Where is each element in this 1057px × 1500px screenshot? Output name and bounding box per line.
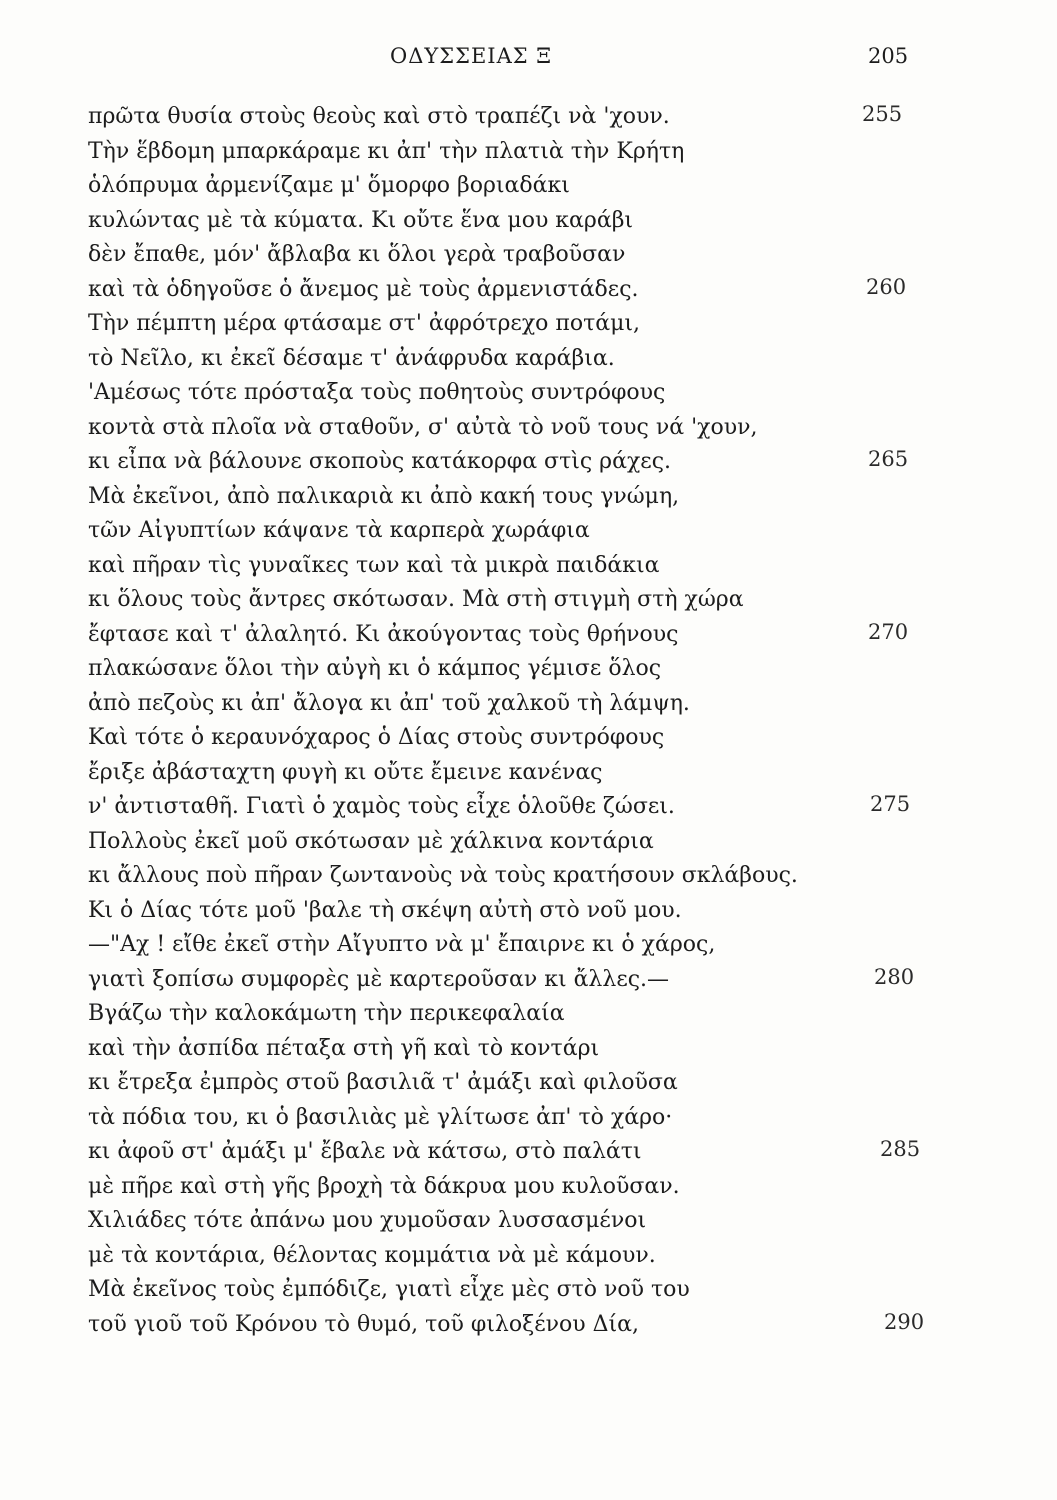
verse-line: κυλώντας μὲ τὰ κύματα. Κι οὔτε ἕνα μου καράβι: [88, 207, 634, 233]
running-head: ΟΔΥΣΣΕΙΑΣ Ξ: [390, 44, 553, 68]
line-number: 260: [866, 274, 907, 299]
verse-line: Τὴν πέμπτη μέρα φτάσαμε στ' ἀφρότρεχο ποτάμι,: [88, 311, 641, 336]
line-number: 270: [868, 619, 909, 644]
verse-line: ἀπὸ πεζοὺς κι ἀπ' ἄλογα κι ἀπ' τοῦ χαλκοῦ τὴ λάμψη.: [88, 690, 690, 716]
verse-line: Μὰ ἐκεῖνοι, ἀπὸ παλικαριὰ κι ἀπὸ κακή τους γνώμη,: [88, 483, 680, 509]
verse-line: ἔριξε ἀβάσταχτη φυγὴ κι οὔτε ἔμεινε κανένας: [88, 759, 603, 785]
verse-line: τὰ πόδια του, κι ὁ βασιλιὰς μὲ γλίτωσε ἀπ' τὸ χάρο·: [88, 1104, 673, 1130]
verse-line: τοῦ γιοῦ τοῦ Κρόνου τὸ θυμό, τοῦ φιλοξένου Δία,: [88, 1311, 639, 1337]
line-number: 275: [870, 792, 911, 816]
verse-line: κι ἀφοῦ στ' ἀμάξι μ' ἔβαλε νὰ κάτσω, στὸ παλάτι: [88, 1139, 642, 1164]
verse-line: Πολλοὺς ἐκεῖ μοῦ σκότωσαν μὲ χάλκινα κοντάρια: [88, 828, 654, 854]
verse-line: κι ἄλλους ποὺ πῆραν ζωντανοὺς νὰ τοὺς κρατήσουν σκλάβους.: [88, 863, 798, 888]
verse-line: ν' ἀντισταθῆ. Γιατὶ ὁ χαμὸς τοὺς εἶχε ὁλοῦθε ζώσει.: [88, 794, 675, 819]
verse-line: κι εἶπα νὰ βάλουνε σκοποὺς κατάκορφα στὶς ράχες.: [88, 449, 672, 474]
verse-line: καὶ τὰ ὁδηγοῦσε ὁ ἄνεμος μὲ τοὺς ἀρμενιστάδες.: [88, 276, 639, 302]
verse-line: κοντὰ στὰ πλοῖα νὰ σταθοῦν, σ' αὐτὰ τὸ νοῦ τους νά 'χουν,: [88, 414, 758, 440]
verse-line: ἔφτασε καὶ τ' ἀλαλητό. Κι ἀκούγοντας τοὺς θρήνους: [88, 621, 679, 647]
verse-line: Χιλιάδες τότε ἀπάνω μου χυμοῦσαν λυσσασμένοι: [88, 1208, 647, 1233]
verse-line: πλακώσανε ὅλοι τὴν αὐγὴ κι ὁ κάμπος γέμισε ὅλος: [88, 656, 662, 681]
verse-line: τὸ Νεῖλο, κι ἐκεῖ δέσαμε τ' ἀνάφρυδα καράβια.: [88, 345, 615, 371]
verse-line: τῶν Αἰγυπτίων κάψανε τὰ καρπερὰ χωράφια: [88, 518, 590, 543]
line-number: 255: [862, 102, 903, 126]
verse-line: Μὰ ἐκεῖνος τοὺς ἐμπόδιζε, γιατὶ εἶχε μὲς στὸ νοῦ του: [88, 1277, 690, 1302]
verse-line: κι ὅλους τοὺς ἄντρες σκότωσαν. Μὰ στὴ στιγμὴ στὴ χώρα: [88, 587, 744, 612]
verse-line: δὲν ἔπαθε, μόν' ἄβλαβα κι ὅλοι γερὰ τραβοῦσαν: [88, 242, 626, 267]
line-number: 285: [880, 1137, 921, 1161]
verse-line: πρῶτα θυσία στοὺς θεοὺς καὶ στὸ τραπέζι νὰ 'χουν.: [88, 104, 670, 129]
verse-line: γιατὶ ξοπίσω συμφορὲς μὲ καρτεροῦσαν κι ἄλλες.—: [88, 966, 670, 992]
page-number: 205: [868, 44, 909, 68]
line-number: 280: [874, 964, 915, 989]
verse-line: Βγάζω τὴν καλοκάμωτη τὴν περικεφαλαία: [88, 1001, 565, 1026]
verse-line: 'Αμέσως τότε πρόσταξα τοὺς ποθητοὺς συντρόφους: [88, 380, 666, 405]
verse-line: —"Αχ ! εἴθε ἐκεῖ στὴν Αἴγυπτο νὰ μ' ἔπαιρνε κι ὁ χάρος,: [88, 932, 716, 957]
verse-line: Καὶ τότε ὁ κεραυνόχαρος ὁ Δίας στοὺς συντρόφους: [88, 725, 665, 750]
verse-line: ὁλόπρυμα ἀρμενίζαμε μ' ὅμορφο βοριαδάκι: [88, 173, 570, 198]
line-number: 265: [868, 447, 909, 471]
verse-line: κι ἔτρεξα ἐμπρὸς στοῦ βασιλιᾶ τ' ἀμάξι καὶ φιλοῦσα: [88, 1070, 678, 1095]
verse-line: καὶ πῆραν τὶς γυναῖκες των καὶ τὰ μικρὰ παιδάκια: [88, 552, 660, 578]
verse-line: μὲ πῆρε καὶ στὴ γῆς βροχὴ τὰ δάκρυα μου κυλοῦσαν.: [88, 1173, 680, 1199]
line-number: 290: [884, 1309, 925, 1334]
verse-line: Κι ὁ Δίας τότε μοῦ 'βαλε τὴ σκέψη αὐτὴ στὸ νοῦ μου.: [88, 897, 682, 923]
verse-line: μὲ τὰ κοντάρια, θέλοντας κομμάτια νὰ μὲ κάμουν.: [88, 1242, 656, 1268]
verse-line: Τὴν ἕβδομη μπαρκάραμε κι ἀπ' τὴν πλατιὰ τὴν Κρήτη: [88, 138, 685, 164]
verse-line: καὶ τὴν ἀσπίδα πέταξα στὴ γῆ καὶ τὸ κοντάρι: [88, 1035, 600, 1061]
